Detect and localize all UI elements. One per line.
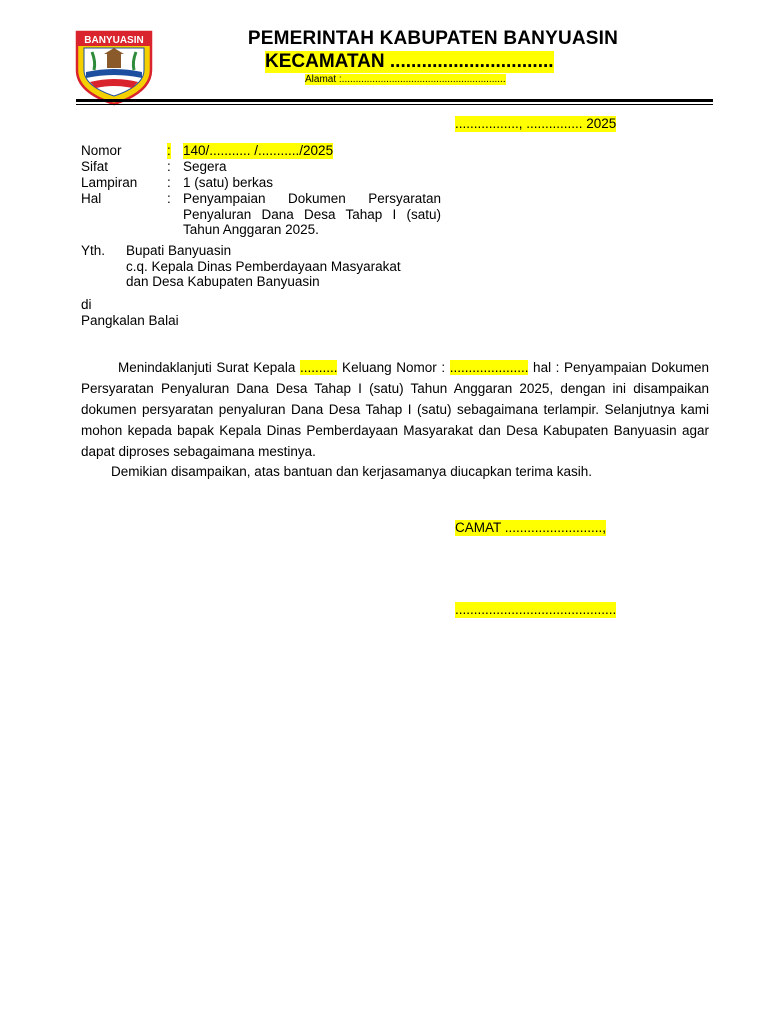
letter-date: ................., ............... 2025 xyxy=(455,116,617,131)
body-blank-2: ..................... xyxy=(449,360,529,375)
recipient-di: di xyxy=(81,297,92,312)
header-rule-thick xyxy=(76,99,713,102)
body-part-2: Keluang Nomor : xyxy=(337,360,450,375)
nomor-label: Nomor xyxy=(81,143,122,158)
sifat-label: Sifat xyxy=(81,159,109,174)
body-part-1: Menindaklanjuti Surat Kepala xyxy=(118,360,300,375)
district-title: KECAMATAN ............................... xyxy=(265,51,554,72)
logo-text: BANYUASIN xyxy=(84,35,144,46)
government-title: PEMERINTAH KABUPATEN BANYUASIN xyxy=(247,28,619,49)
nomor-colon: : xyxy=(167,143,171,158)
recipient-label: Yth. xyxy=(81,243,106,258)
lampiran-colon: : xyxy=(167,175,171,190)
recipient-line-1: Bupati Banyuasin xyxy=(126,243,232,258)
recipient-line-2: c.q. Kepala Dinas Pemberdayaan Masyarakat xyxy=(126,259,401,274)
hal-label: Hal xyxy=(81,191,102,206)
signature-name: ........................................... xyxy=(455,602,617,617)
body-part-3: hal : Penyampaian Dokumen Persyaratan Penyaluran Dana Desa Tahap I (satu) Tahun Anggaran 2025, dengan ini disampaikan dokumen persyaratan penyaluran Dana Desa Tahap I (satu) sebagaimana terlampir. Selanjutnya kami mohon kepada bapak Kepala Dinas Pemberdayaan Masyarakat dan Desa Kabupaten Banyuasin agar dapat diproses sebagaimana mestinya. xyxy=(81,360,709,459)
recipient-line-3: dan Desa Kabupaten Banyuasin xyxy=(126,274,320,289)
lampiran-label: Lampiran xyxy=(81,175,138,190)
lampiran-value: 1 (satu) berkas xyxy=(183,175,274,190)
nomor-value: 140/........... /.........../2025 xyxy=(183,143,334,158)
body-blank-1: .......... xyxy=(299,360,338,375)
address-line: Alamat :........................................................... xyxy=(305,74,506,85)
hal-value: Penyampaian Dokumen Persyaratan Penyaluran Dana Desa Tahap I (satu) Tahun Anggaran 2025. xyxy=(183,191,441,237)
hal-colon: : xyxy=(167,191,171,206)
sifat-colon: : xyxy=(167,159,171,174)
letter-body xyxy=(81,357,709,462)
sifat-value: Segera xyxy=(183,159,227,174)
recipient-place: Pangkalan Balai xyxy=(81,313,179,328)
closing-statement: Demikian disampaikan, atas bantuan dan kerjasamanya diucapkan terima kasih. xyxy=(111,464,593,479)
signature-title: CAMAT .........................., xyxy=(455,520,607,535)
header-rule-thin xyxy=(76,104,713,105)
